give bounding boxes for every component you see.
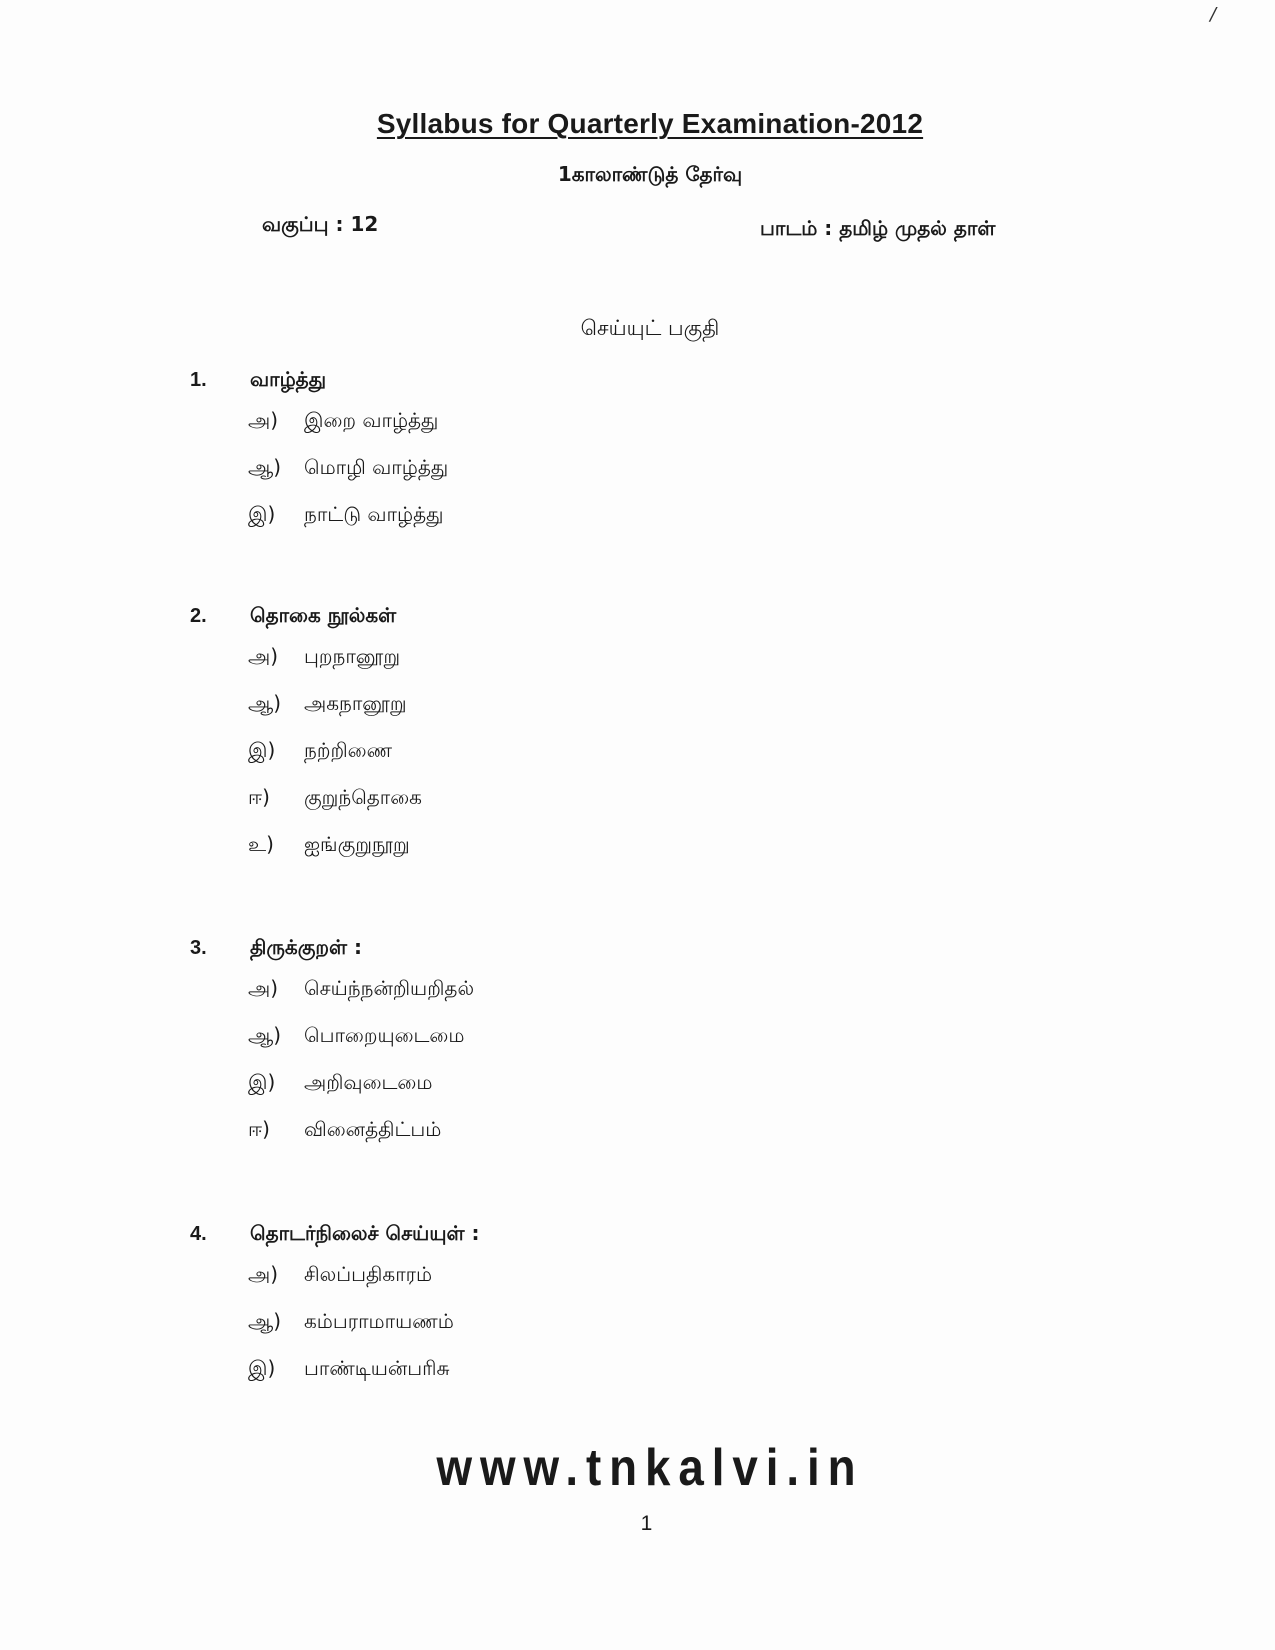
- unit-title: திருக்குறள் :: [250, 934, 362, 959]
- item-text: மொழி வாழ்த்து: [304, 455, 449, 479]
- item-marker: அ): [248, 644, 279, 668]
- item-text: குறுந்தொகை: [304, 785, 422, 809]
- list-item: [190, 1060, 890, 1107]
- syllabus-unit-2: [190, 598, 890, 869]
- list-item: [190, 681, 890, 728]
- unit-number: 3.: [190, 936, 207, 959]
- item-marker: ஈ): [248, 1117, 270, 1141]
- item-marker: ஈ): [248, 785, 270, 809]
- item-marker: இ): [248, 738, 276, 762]
- page-number: 1: [640, 1512, 653, 1535]
- unit-heading: [190, 598, 890, 634]
- page-corner-mark: /: [1210, 4, 1217, 25]
- list-item: [190, 775, 890, 822]
- syllabus-unit-1: [190, 362, 890, 539]
- unit-number: 4.: [190, 1222, 207, 1245]
- list-item: [190, 634, 890, 681]
- item-marker: ஆ): [248, 1023, 282, 1047]
- list-item: [190, 492, 890, 539]
- item-marker: உ): [248, 832, 274, 856]
- website-watermark: www.tnkalvi.in: [436, 1439, 864, 1497]
- list-item: [190, 398, 890, 445]
- item-marker: அ): [248, 1262, 279, 1286]
- exam-subtitle: 1காலாண்டுத் தேர்வு: [557, 162, 743, 186]
- item-text: ஐங்குறுநூறு: [304, 832, 410, 856]
- item-marker: ஆ): [248, 1309, 282, 1333]
- item-text: சிலப்பதிகாரம்: [304, 1262, 433, 1286]
- item-text: பாண்டியன்பரிசு: [304, 1356, 450, 1380]
- subject-label: பாடம் : தமிழ் முதல் தாள்: [760, 216, 996, 240]
- syllabus-unit-4: [190, 1216, 890, 1393]
- syllabus-unit-3: [190, 930, 890, 1154]
- item-text: கம்பராமாயணம்: [304, 1309, 454, 1333]
- list-item: [190, 1107, 890, 1154]
- item-text: நாட்டு வாழ்த்து: [304, 502, 444, 526]
- unit-number: 2.: [190, 604, 207, 627]
- item-text: அகநானூறு: [304, 691, 407, 715]
- document-title: Syllabus for Quarterly Examination-2012: [376, 108, 924, 139]
- unit-title: வாழ்த்து: [250, 366, 327, 391]
- item-text: செய்ந்நன்றியறிதல்: [304, 976, 475, 1000]
- item-text: இறை வாழ்த்து: [304, 408, 439, 432]
- list-item: [190, 728, 890, 775]
- unit-title: தொடர்நிலைச் செய்யுள் :: [250, 1220, 480, 1245]
- list-item: [190, 445, 890, 492]
- unit-title: தொகை நூல்கள்: [250, 602, 397, 627]
- list-item: [190, 822, 890, 869]
- class-label: வகுப்பு : 12: [262, 212, 379, 236]
- item-marker: இ): [248, 1070, 276, 1094]
- list-item: [190, 966, 890, 1013]
- item-marker: அ): [248, 976, 279, 1000]
- item-text: வினைத்திட்பம்: [304, 1117, 442, 1141]
- item-marker: ஆ): [248, 455, 282, 479]
- item-text: நற்றிணை: [304, 738, 393, 762]
- item-marker: இ): [248, 502, 276, 526]
- unit-heading: [190, 1216, 890, 1252]
- item-text: புறநானூறு: [304, 644, 401, 668]
- item-marker: இ): [248, 1356, 276, 1380]
- list-item: [190, 1299, 890, 1346]
- list-item: [190, 1346, 890, 1393]
- section-heading: செய்யுட் பகுதி: [580, 316, 720, 340]
- unit-heading: [190, 930, 890, 966]
- list-item: [190, 1013, 890, 1060]
- item-marker: ஆ): [248, 691, 282, 715]
- unit-heading: [190, 362, 890, 398]
- item-text: அறிவுடைமை: [304, 1070, 433, 1094]
- list-item: [190, 1252, 890, 1299]
- unit-number: 1.: [190, 368, 207, 391]
- item-text: பொறையுடைமை: [304, 1023, 465, 1047]
- item-marker: அ): [248, 408, 279, 432]
